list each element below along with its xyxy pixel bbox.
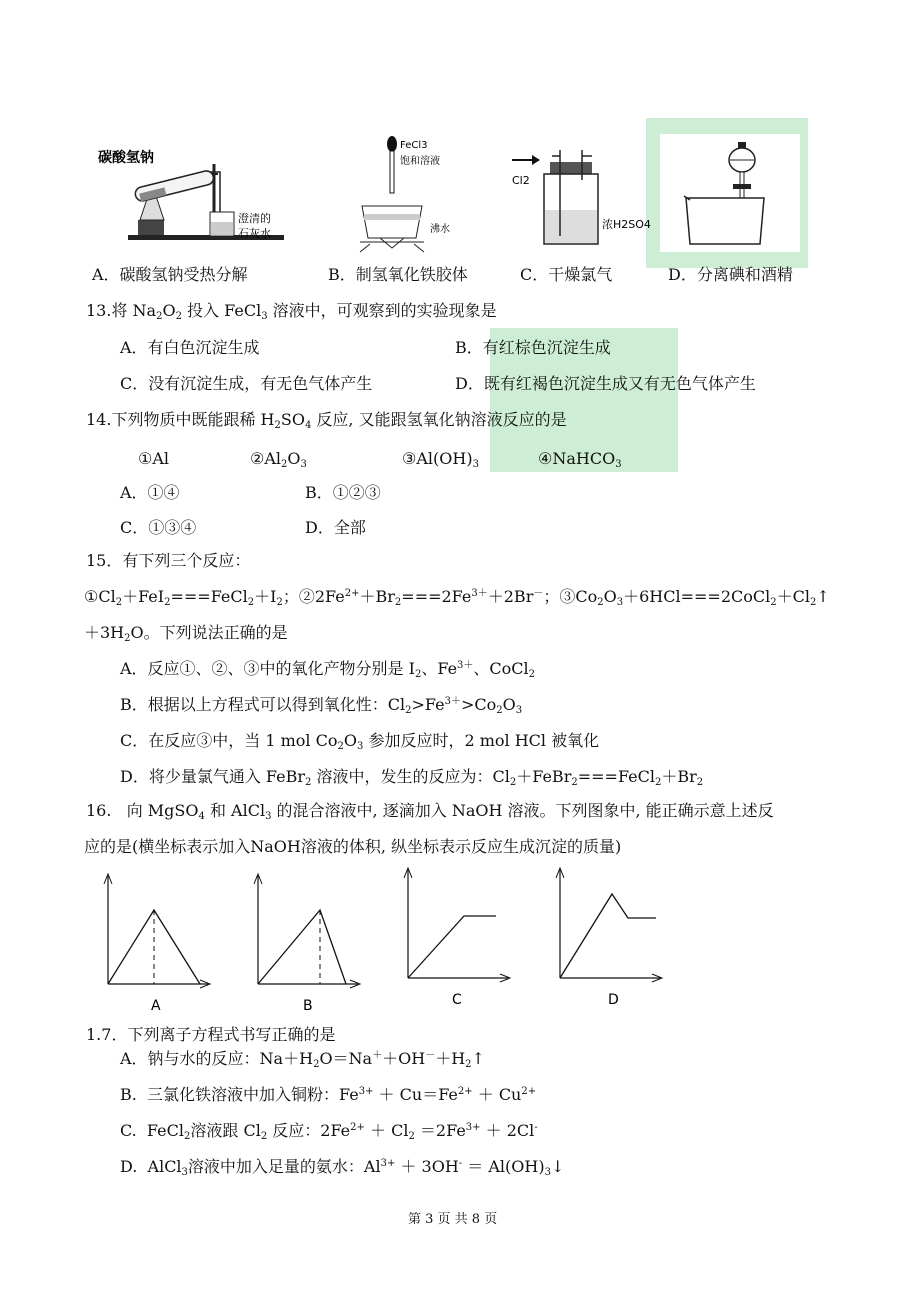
q12-option-a: A．碳酸氢钠受热分解 [92, 265, 248, 284]
q12-option-d: D．分离碘和酒精 [668, 265, 793, 284]
graph-a [96, 872, 216, 1014]
q13-option-c: C．没有沉淀生成，有无色气体产生 [120, 374, 373, 393]
fig1-sub-label-1: 澄清的 [238, 212, 271, 225]
fig1-label: 碳酸氢钠 [98, 150, 154, 166]
graph-a-label: A [151, 998, 161, 1014]
graph-d-label: D [608, 992, 619, 1008]
q13-option-a: A．有白色沉淀生成 [120, 338, 260, 357]
q15-stem: 15．有下列三个反应： [86, 551, 251, 570]
q12-option-c: C．干燥氯气 [520, 265, 613, 284]
figure-separating-funnel [660, 134, 800, 252]
q13-stem: 13.将 $Na_2O_2$ 投入 FeCl$_3$ 溶液中，可观察到的实验现象是 [86, 301, 497, 322]
q15-option-b: B．根据以上方程式可以得到氧化性：$Cl_2>Fe^{3+}>Co_2O_3$ [120, 695, 523, 716]
q16-stem-1: 16. 向 MgSO$_4$ 和 AlCl$_3$ 的混合溶液中, 逐滴加入 NaOH 溶液。下列图象中, 能正确示意上述反 [86, 801, 774, 822]
q15-option-d: D．将少量氯气通入 FeBr$_2$ 溶液中，发生的反应为：$Cl_2+FeBr_2===FeCl_2+Br_2$ [120, 767, 704, 788]
figure-chlorine-drying [510, 150, 651, 254]
q13-option-d: D．既有红褐色沉淀生成又有无色气体产生 [455, 374, 756, 393]
figure-sodium-bicarbonate-heating [94, 134, 290, 246]
graph-b [246, 872, 366, 1014]
q17-stem: 1.7．下列离子方程式书写正确的是 [86, 1025, 336, 1044]
q14-option-d: D．全部 [305, 518, 366, 537]
fig2-label-3: 沸水 [430, 224, 450, 235]
q14-option-c: C．①③④ [120, 518, 197, 537]
q15-option-c: C．在反应③中，当 1 mol $Co_2O_3$ 参加反应时，2 mol HCl 被氧化 [120, 731, 600, 752]
fig1-sub-label-2: 石灰水 [238, 227, 271, 240]
q14-option-b: B．①②③ [305, 483, 381, 502]
figure-ferric-hydroxide-colloid [350, 134, 500, 252]
q17-option-c: C. FeCl$_2$溶液跟 $Cl_2$ 反应：$2Fe^{2+} + Cl_2 =2Fe^{3+} + 2Cl^-$ [120, 1121, 538, 1142]
graph-b-label: B [303, 998, 313, 1014]
fig2-label-1: FeCl3 [400, 140, 428, 151]
graph-c [396, 866, 516, 1008]
page-footer: 第 3 页 共 8 页 [408, 1212, 498, 1227]
q14-item-2: $②Al_2O_3$ [250, 449, 307, 470]
q14-stem: 14.下列物质中既能跟稀 $H_2SO_4$ 反应, 又能跟氢氧化钠溶液反应的是 [86, 410, 567, 431]
graph-c-label: C [452, 992, 462, 1008]
q17-option-b: B. 三氯化铁溶液中加入铜粉：$Fe^{3+} + Cu=Fe^{2+} + Cu^{2+}$ [120, 1085, 537, 1104]
q14-item-4: ④NaHCO$_3$ [538, 449, 622, 470]
fig3-label-1: Cl2 [512, 174, 530, 187]
q15-reactions-cont: $+3H_2O$。下列说法正确的是 [84, 623, 288, 644]
q12-option-b: B．制氢氧化铁胶体 [328, 265, 468, 284]
q15-option-a: A．反应①、②、③中的氧化产物分别是 $I_2$、$Fe^{3+}$、CoCl$_2$ [120, 659, 536, 680]
q14-item-3: $③Al(OH)_3$ [402, 449, 479, 470]
q17-option-a: A．钠与水的反应：$Na+H_2O=Na^++OH^-+H_2↑$ [120, 1049, 485, 1070]
q14-option-a: A．①④ [120, 483, 180, 502]
graph-d [548, 866, 668, 1008]
q14-item-1: ①Al [138, 449, 170, 468]
q17-option-d: D. AlCl$_3$溶液中加入足量的氨水：$Al^{3+} + 3OH^-$ ＝ $Al(OH)_3↓$ [120, 1157, 565, 1178]
q16-stem-2: 应的是(横坐标表示加入NaOH溶液的体积, 纵坐标表示反应生成沉淀的质量) [84, 837, 622, 856]
fig2-label-2: 饱和溶液 [400, 156, 440, 167]
q15-reactions: $①Cl_2+FeI_2===FeCl_2+I_2$；$②2Fe^{2+}+Br_2===2Fe^{3+}+2Br^-$；$③Co_2O_3+6HCl===2CoCl_2+Cl_2↑$ [84, 587, 830, 608]
fig3-label-2: 浓H2SO4 [602, 218, 651, 231]
q13-option-b: B．有红棕色沉淀生成 [455, 338, 611, 357]
